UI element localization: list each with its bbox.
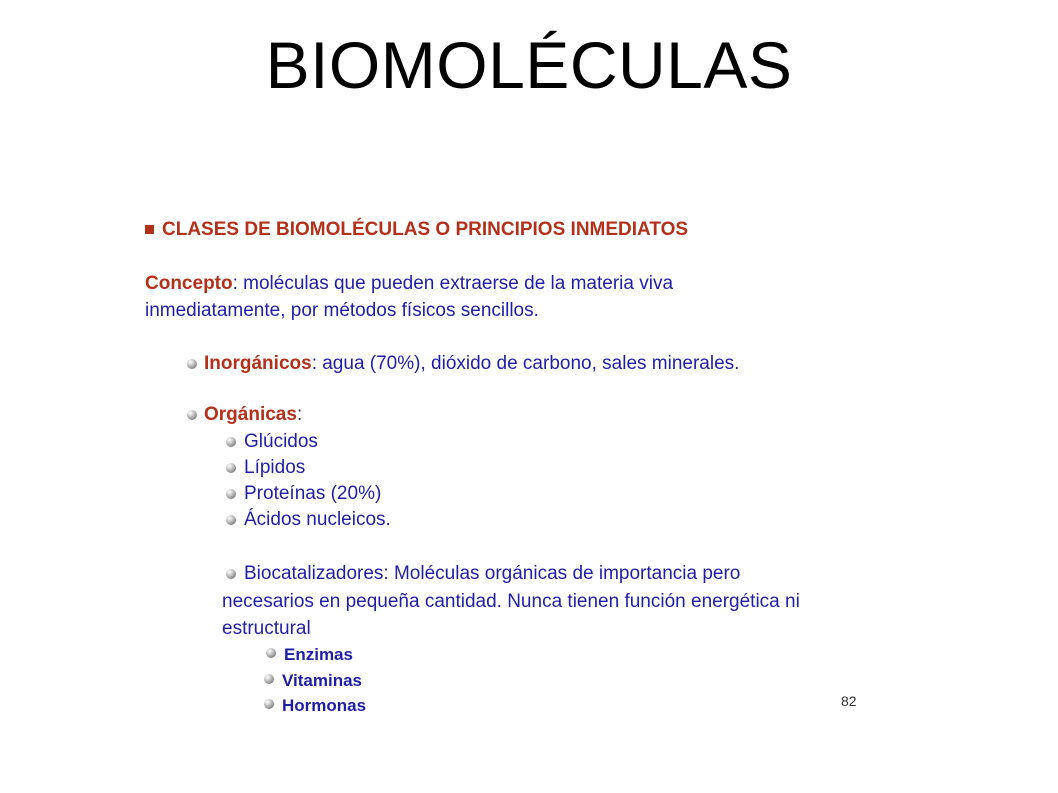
sphere-bullet-icon <box>187 410 197 420</box>
page-number: 82 <box>841 693 857 709</box>
sphere-bullet-icon <box>226 437 236 447</box>
sphere-bullet-icon <box>264 674 274 684</box>
inorganic-item <box>204 352 739 376</box>
concept-line-1 <box>145 272 673 296</box>
organic-item <box>204 403 302 427</box>
organic-term: Orgánicas <box>204 404 297 425</box>
organic-text: : <box>296 404 303 425</box>
biocatalysts-line-3: estructural <box>222 618 311 639</box>
concept-text: : moléculas que pueden extraerse de la materia viva <box>232 273 674 294</box>
biocatalyst-subitem: Hormonas <box>282 696 367 715</box>
section-heading <box>145 218 688 242</box>
concept-term: Concepto <box>145 273 233 294</box>
organic-subitem: Lípidos <box>244 457 306 478</box>
sphere-bullet-icon <box>266 648 276 658</box>
sphere-bullet-icon <box>226 515 236 525</box>
inorganic-term: Inorgánicos <box>204 353 312 374</box>
sphere-bullet-icon <box>187 359 197 369</box>
inorganic-text: : agua (70%), dióxido de carbono, sales minerales. <box>311 353 740 374</box>
sphere-bullet-icon <box>226 569 236 579</box>
section-heading-text: CLASES DE BIOMOLÉCULAS O PRINCIPIOS INMEDIATOS <box>162 219 689 240</box>
biocatalyst-subitem: Vitaminas <box>282 671 363 690</box>
sphere-bullet-icon <box>226 463 236 473</box>
organic-subitem: Ácidos nucleicos. <box>244 509 391 530</box>
square-bullet-icon <box>145 225 154 234</box>
concept-line-2: inmediatamente, por métodos físicos sencillos. <box>145 300 539 321</box>
biocatalysts-line-2: necesarios en pequeña cantidad. Nunca tienen función energética ni <box>222 591 800 612</box>
biocatalysts-line-1: Biocatalizadores: Moléculas orgánicas de importancia pero <box>244 563 741 584</box>
organic-subitem: Glúcidos <box>244 431 318 452</box>
biocatalyst-subitem: Enzimas <box>284 645 353 664</box>
organic-subitem: Proteínas (20%) <box>244 483 382 504</box>
sphere-bullet-icon <box>226 489 236 499</box>
slide-title: BIOMOLÉCULAS <box>265 28 793 102</box>
sphere-bullet-icon <box>264 699 274 709</box>
